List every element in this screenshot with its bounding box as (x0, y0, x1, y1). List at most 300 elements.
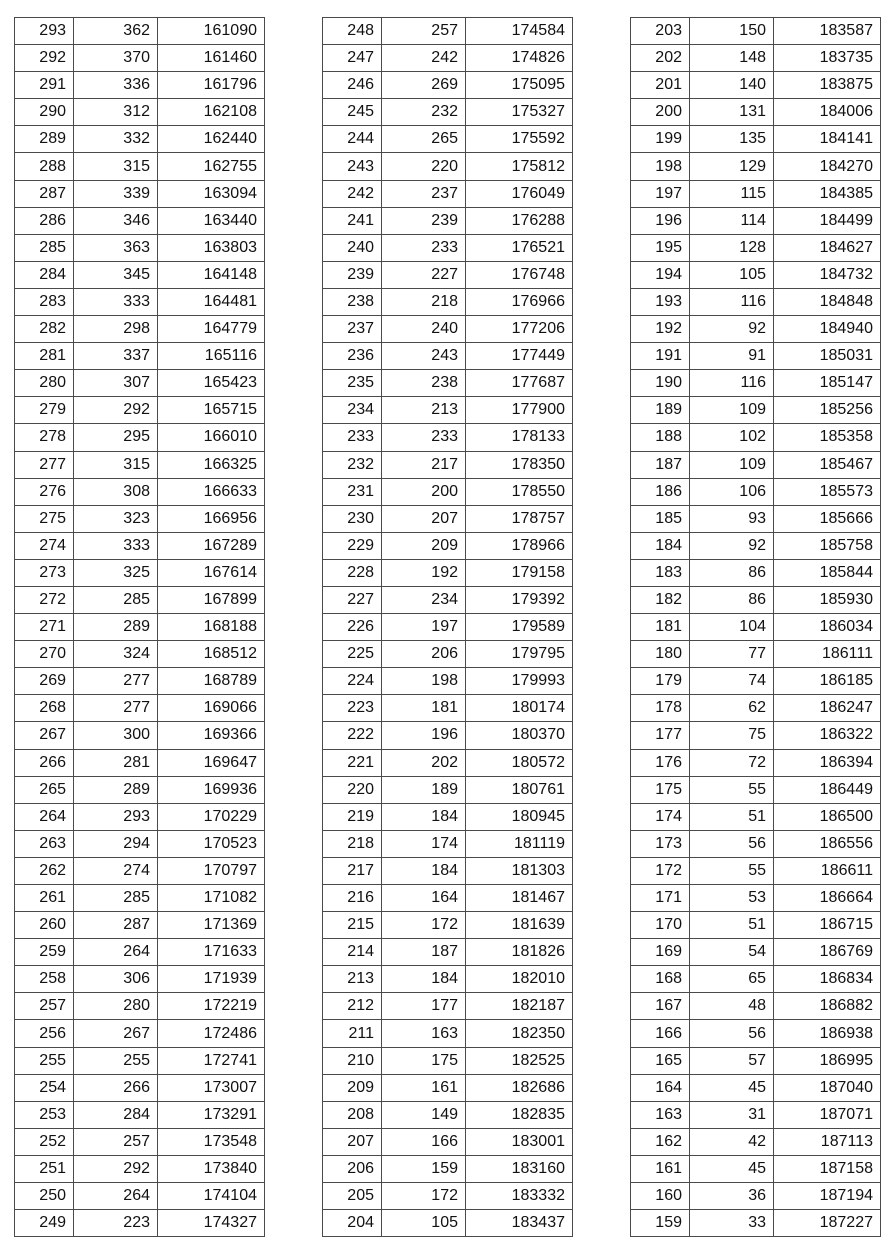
count-cell: 116 (690, 370, 774, 397)
cumulative-cell: 183001 (466, 1128, 573, 1155)
table-row (631, 207, 881, 234)
table-row (15, 993, 265, 1020)
count-cell: 55 (690, 776, 774, 803)
cumulative-cell: 166010 (158, 424, 265, 451)
count-cell: 106 (690, 478, 774, 505)
cumulative-cell: 165423 (158, 370, 265, 397)
score-cell: 200 (631, 99, 690, 126)
count-cell: 150 (690, 18, 774, 45)
score-cell: 210 (323, 1047, 382, 1074)
cumulative-cell: 163440 (158, 207, 265, 234)
count-cell: 91 (690, 343, 774, 370)
table-row (323, 478, 573, 505)
score-cell: 227 (323, 586, 382, 613)
count-cell: 48 (690, 993, 774, 1020)
score-cell: 275 (15, 505, 74, 532)
count-cell: 308 (74, 478, 158, 505)
cumulative-cell: 187113 (774, 1128, 881, 1155)
count-cell: 56 (690, 1020, 774, 1047)
cumulative-cell: 164148 (158, 261, 265, 288)
table-row (15, 803, 265, 830)
cumulative-cell: 187040 (774, 1074, 881, 1101)
score-cell: 246 (323, 72, 382, 99)
count-cell: 277 (74, 695, 158, 722)
table-row (15, 559, 265, 586)
count-cell: 57 (690, 1047, 774, 1074)
score-cell: 267 (15, 722, 74, 749)
table-row (15, 1128, 265, 1155)
cumulative-cell: 185930 (774, 586, 881, 613)
count-cell: 218 (382, 288, 466, 315)
table-row (631, 993, 881, 1020)
cumulative-cell: 186938 (774, 1020, 881, 1047)
cumulative-cell: 186882 (774, 993, 881, 1020)
cumulative-cell: 180572 (466, 749, 573, 776)
cumulative-cell: 162108 (158, 99, 265, 126)
score-cell: 230 (323, 505, 382, 532)
count-cell: 284 (74, 1101, 158, 1128)
cumulative-cell: 183437 (466, 1210, 573, 1237)
count-cell: 298 (74, 316, 158, 343)
cumulative-cell: 163803 (158, 234, 265, 261)
score-cell: 202 (631, 45, 690, 72)
cumulative-cell: 168188 (158, 614, 265, 641)
score-cell: 290 (15, 99, 74, 126)
cumulative-cell: 187194 (774, 1183, 881, 1210)
score-cell: 270 (15, 641, 74, 668)
count-cell: 209 (382, 532, 466, 559)
table-row (15, 614, 265, 641)
score-cell: 218 (323, 830, 382, 857)
cumulative-cell: 186111 (774, 641, 881, 668)
score-cell: 212 (323, 993, 382, 1020)
count-cell: 333 (74, 532, 158, 559)
cumulative-cell: 176049 (466, 180, 573, 207)
table-row (15, 288, 265, 315)
score-cell: 242 (323, 180, 382, 207)
cumulative-cell: 184385 (774, 180, 881, 207)
table-row (15, 478, 265, 505)
table-row (631, 316, 881, 343)
cumulative-cell: 187227 (774, 1210, 881, 1237)
table-row (15, 1101, 265, 1128)
cumulative-cell: 177900 (466, 397, 573, 424)
table-row (15, 586, 265, 613)
cumulative-cell: 187071 (774, 1101, 881, 1128)
table-row (323, 1101, 573, 1128)
score-cell: 229 (323, 532, 382, 559)
table-row (323, 153, 573, 180)
cumulative-cell: 179795 (466, 641, 573, 668)
table-row (631, 641, 881, 668)
table-row (631, 912, 881, 939)
count-cell: 223 (74, 1210, 158, 1237)
cumulative-cell: 176748 (466, 261, 573, 288)
count-cell: 277 (74, 668, 158, 695)
count-cell: 172 (382, 912, 466, 939)
score-cell: 175 (631, 776, 690, 803)
score-table-3 (630, 17, 881, 1237)
cumulative-cell: 162440 (158, 126, 265, 153)
count-cell: 140 (690, 72, 774, 99)
cumulative-cell: 167289 (158, 532, 265, 559)
table-row (631, 1101, 881, 1128)
count-cell: 77 (690, 641, 774, 668)
score-cell: 208 (323, 1101, 382, 1128)
count-cell: 131 (690, 99, 774, 126)
count-cell: 166 (382, 1128, 466, 1155)
score-cell: 243 (323, 153, 382, 180)
count-cell: 105 (382, 1210, 466, 1237)
score-cell: 186 (631, 478, 690, 505)
score-cell: 258 (15, 966, 74, 993)
table-row (631, 1128, 881, 1155)
count-cell: 300 (74, 722, 158, 749)
count-cell: 325 (74, 559, 158, 586)
score-cell: 211 (323, 1020, 382, 1047)
cumulative-cell: 180370 (466, 722, 573, 749)
count-cell: 164 (382, 885, 466, 912)
cumulative-cell: 185844 (774, 559, 881, 586)
score-cell: 188 (631, 424, 690, 451)
count-cell: 102 (690, 424, 774, 451)
count-cell: 267 (74, 1020, 158, 1047)
cumulative-cell: 168512 (158, 641, 265, 668)
score-cell: 182 (631, 586, 690, 613)
table-row (323, 316, 573, 343)
table-row (323, 912, 573, 939)
score-table-2 (322, 17, 573, 1237)
table-row (15, 72, 265, 99)
score-cell: 248 (323, 18, 382, 45)
count-cell: 116 (690, 288, 774, 315)
count-cell: 362 (74, 18, 158, 45)
table-row (15, 722, 265, 749)
score-cell: 225 (323, 641, 382, 668)
count-cell: 74 (690, 668, 774, 695)
count-cell: 370 (74, 45, 158, 72)
score-cell: 236 (323, 343, 382, 370)
count-cell: 177 (382, 993, 466, 1020)
table-row (15, 126, 265, 153)
score-cell: 286 (15, 207, 74, 234)
score-cell: 221 (323, 749, 382, 776)
table-row (15, 316, 265, 343)
cumulative-cell: 169066 (158, 695, 265, 722)
score-cell: 235 (323, 370, 382, 397)
table-row (631, 370, 881, 397)
cumulative-cell: 186500 (774, 803, 881, 830)
score-cell: 167 (631, 993, 690, 1020)
score-cell: 162 (631, 1128, 690, 1155)
score-cell: 250 (15, 1183, 74, 1210)
table-row (15, 885, 265, 912)
score-cell: 203 (631, 18, 690, 45)
score-cell: 204 (323, 1210, 382, 1237)
table-row (323, 1128, 573, 1155)
count-cell: 242 (382, 45, 466, 72)
cumulative-cell: 161460 (158, 45, 265, 72)
score-cell: 198 (631, 153, 690, 180)
cumulative-cell: 178350 (466, 451, 573, 478)
score-cell: 238 (323, 288, 382, 315)
table-row (15, 532, 265, 559)
score-cell: 166 (631, 1020, 690, 1047)
score-cell: 280 (15, 370, 74, 397)
count-cell: 198 (382, 668, 466, 695)
table-row (323, 586, 573, 613)
cumulative-cell: 164779 (158, 316, 265, 343)
cumulative-cell: 171633 (158, 939, 265, 966)
cumulative-cell: 169936 (158, 776, 265, 803)
cumulative-cell: 181639 (466, 912, 573, 939)
cumulative-cell: 171369 (158, 912, 265, 939)
cumulative-cell: 165116 (158, 343, 265, 370)
cumulative-cell: 183735 (774, 45, 881, 72)
table-row (631, 397, 881, 424)
table-row (323, 261, 573, 288)
count-cell: 45 (690, 1155, 774, 1182)
count-cell: 232 (382, 99, 466, 126)
table-row (323, 857, 573, 884)
count-cell: 175 (382, 1047, 466, 1074)
cumulative-cell: 184006 (774, 99, 881, 126)
table-row (15, 939, 265, 966)
table-row (15, 1210, 265, 1237)
cumulative-cell: 185031 (774, 343, 881, 370)
score-cell: 197 (631, 180, 690, 207)
count-cell: 192 (382, 559, 466, 586)
count-cell: 187 (382, 939, 466, 966)
score-cell: 237 (323, 316, 382, 343)
table-row (323, 749, 573, 776)
score-cell: 241 (323, 207, 382, 234)
cumulative-cell: 167614 (158, 559, 265, 586)
table-row (15, 641, 265, 668)
table-row (323, 1020, 573, 1047)
count-cell: 105 (690, 261, 774, 288)
table-row (15, 207, 265, 234)
score-cell: 177 (631, 722, 690, 749)
cumulative-cell: 180945 (466, 803, 573, 830)
score-cell: 174 (631, 803, 690, 830)
count-cell: 174 (382, 830, 466, 857)
count-cell: 339 (74, 180, 158, 207)
table-row (323, 397, 573, 424)
count-cell: 86 (690, 559, 774, 586)
cumulative-cell: 178550 (466, 478, 573, 505)
count-cell: 149 (382, 1101, 466, 1128)
table-row (15, 912, 265, 939)
table-row (323, 45, 573, 72)
count-cell: 332 (74, 126, 158, 153)
count-cell: 36 (690, 1183, 774, 1210)
table-row (631, 505, 881, 532)
table-row (631, 1047, 881, 1074)
cumulative-cell: 186185 (774, 668, 881, 695)
cumulative-cell: 168789 (158, 668, 265, 695)
table-row (15, 1183, 265, 1210)
score-cell: 263 (15, 830, 74, 857)
count-cell: 312 (74, 99, 158, 126)
cumulative-cell: 185256 (774, 397, 881, 424)
count-cell: 45 (690, 1074, 774, 1101)
count-cell: 213 (382, 397, 466, 424)
score-table-body (323, 18, 573, 1237)
cumulative-cell: 166633 (158, 478, 265, 505)
cumulative-cell: 180761 (466, 776, 573, 803)
count-cell: 115 (690, 180, 774, 207)
cumulative-cell: 171939 (158, 966, 265, 993)
table-row (323, 722, 573, 749)
cumulative-cell: 174104 (158, 1183, 265, 1210)
score-cell: 233 (323, 424, 382, 451)
score-cell: 205 (323, 1183, 382, 1210)
score-cell: 173 (631, 830, 690, 857)
table-row (631, 153, 881, 180)
count-cell: 56 (690, 830, 774, 857)
count-cell: 265 (382, 126, 466, 153)
table-row (631, 614, 881, 641)
count-cell: 55 (690, 857, 774, 884)
table-row (631, 1183, 881, 1210)
count-cell: 295 (74, 424, 158, 451)
score-cell: 206 (323, 1155, 382, 1182)
score-cell: 199 (631, 126, 690, 153)
score-cell: 257 (15, 993, 74, 1020)
cumulative-cell: 185147 (774, 370, 881, 397)
score-cell: 160 (631, 1183, 690, 1210)
count-cell: 197 (382, 614, 466, 641)
cumulative-cell: 170797 (158, 857, 265, 884)
count-cell: 159 (382, 1155, 466, 1182)
score-cell: 223 (323, 695, 382, 722)
count-cell: 264 (74, 1183, 158, 1210)
cumulative-cell: 181119 (466, 830, 573, 857)
table-row (323, 424, 573, 451)
score-cell: 256 (15, 1020, 74, 1047)
table-row (323, 695, 573, 722)
score-cell: 251 (15, 1155, 74, 1182)
cumulative-cell: 178757 (466, 505, 573, 532)
score-cell: 266 (15, 749, 74, 776)
table-row (631, 180, 881, 207)
score-cell: 276 (15, 478, 74, 505)
table-row (323, 126, 573, 153)
table-row (323, 72, 573, 99)
count-cell: 207 (382, 505, 466, 532)
cumulative-cell: 174327 (158, 1210, 265, 1237)
cumulative-cell: 187158 (774, 1155, 881, 1182)
cumulative-cell: 173840 (158, 1155, 265, 1182)
table-row (15, 830, 265, 857)
cumulative-cell: 179392 (466, 586, 573, 613)
count-cell: 363 (74, 234, 158, 261)
table-row (323, 1074, 573, 1101)
count-cell: 324 (74, 641, 158, 668)
table-row (15, 343, 265, 370)
score-cell: 215 (323, 912, 382, 939)
cumulative-cell: 182187 (466, 993, 573, 1020)
table-row (631, 722, 881, 749)
table-row (15, 749, 265, 776)
cumulative-cell: 161796 (158, 72, 265, 99)
score-cell: 291 (15, 72, 74, 99)
cumulative-cell: 186034 (774, 614, 881, 641)
score-cell: 269 (15, 668, 74, 695)
score-cell: 226 (323, 614, 382, 641)
score-cell: 171 (631, 885, 690, 912)
cumulative-cell: 185467 (774, 451, 881, 478)
table-row (15, 99, 265, 126)
cumulative-cell: 171082 (158, 885, 265, 912)
score-cell: 289 (15, 126, 74, 153)
score-cell: 249 (15, 1210, 74, 1237)
score-cell: 261 (15, 885, 74, 912)
table-row (15, 966, 265, 993)
table-row (323, 288, 573, 315)
table-row (631, 776, 881, 803)
cumulative-cell: 175095 (466, 72, 573, 99)
table-row (631, 1155, 881, 1182)
score-cell: 253 (15, 1101, 74, 1128)
table-row (631, 668, 881, 695)
cumulative-cell: 181303 (466, 857, 573, 884)
cumulative-cell: 186449 (774, 776, 881, 803)
count-cell: 234 (382, 586, 466, 613)
cumulative-cell: 170229 (158, 803, 265, 830)
count-cell: 75 (690, 722, 774, 749)
count-cell: 129 (690, 153, 774, 180)
cumulative-cell: 178966 (466, 532, 573, 559)
cumulative-cell: 174584 (466, 18, 573, 45)
score-cell: 224 (323, 668, 382, 695)
count-cell: 93 (690, 505, 774, 532)
cumulative-cell: 175327 (466, 99, 573, 126)
table-row (631, 45, 881, 72)
count-cell: 184 (382, 803, 466, 830)
count-cell: 114 (690, 207, 774, 234)
count-cell: 51 (690, 803, 774, 830)
cumulative-cell: 186769 (774, 939, 881, 966)
table-row (631, 885, 881, 912)
cumulative-cell: 186394 (774, 749, 881, 776)
count-cell: 104 (690, 614, 774, 641)
table-row (323, 1210, 573, 1237)
count-cell: 257 (382, 18, 466, 45)
cumulative-cell: 186995 (774, 1047, 881, 1074)
cumulative-cell: 185758 (774, 532, 881, 559)
table-row (631, 749, 881, 776)
table-row (15, 1020, 265, 1047)
cumulative-cell: 181467 (466, 885, 573, 912)
score-cell: 213 (323, 966, 382, 993)
cumulative-cell: 175812 (466, 153, 573, 180)
table-row (323, 1047, 573, 1074)
count-cell: 217 (382, 451, 466, 478)
count-cell: 92 (690, 316, 774, 343)
score-cell: 274 (15, 532, 74, 559)
count-cell: 266 (74, 1074, 158, 1101)
cumulative-cell: 185666 (774, 505, 881, 532)
score-cell: 259 (15, 939, 74, 966)
table-row (631, 939, 881, 966)
cumulative-cell: 182525 (466, 1047, 573, 1074)
score-cell: 231 (323, 478, 382, 505)
cumulative-cell: 185573 (774, 478, 881, 505)
count-cell: 255 (74, 1047, 158, 1074)
score-cell: 271 (15, 614, 74, 641)
